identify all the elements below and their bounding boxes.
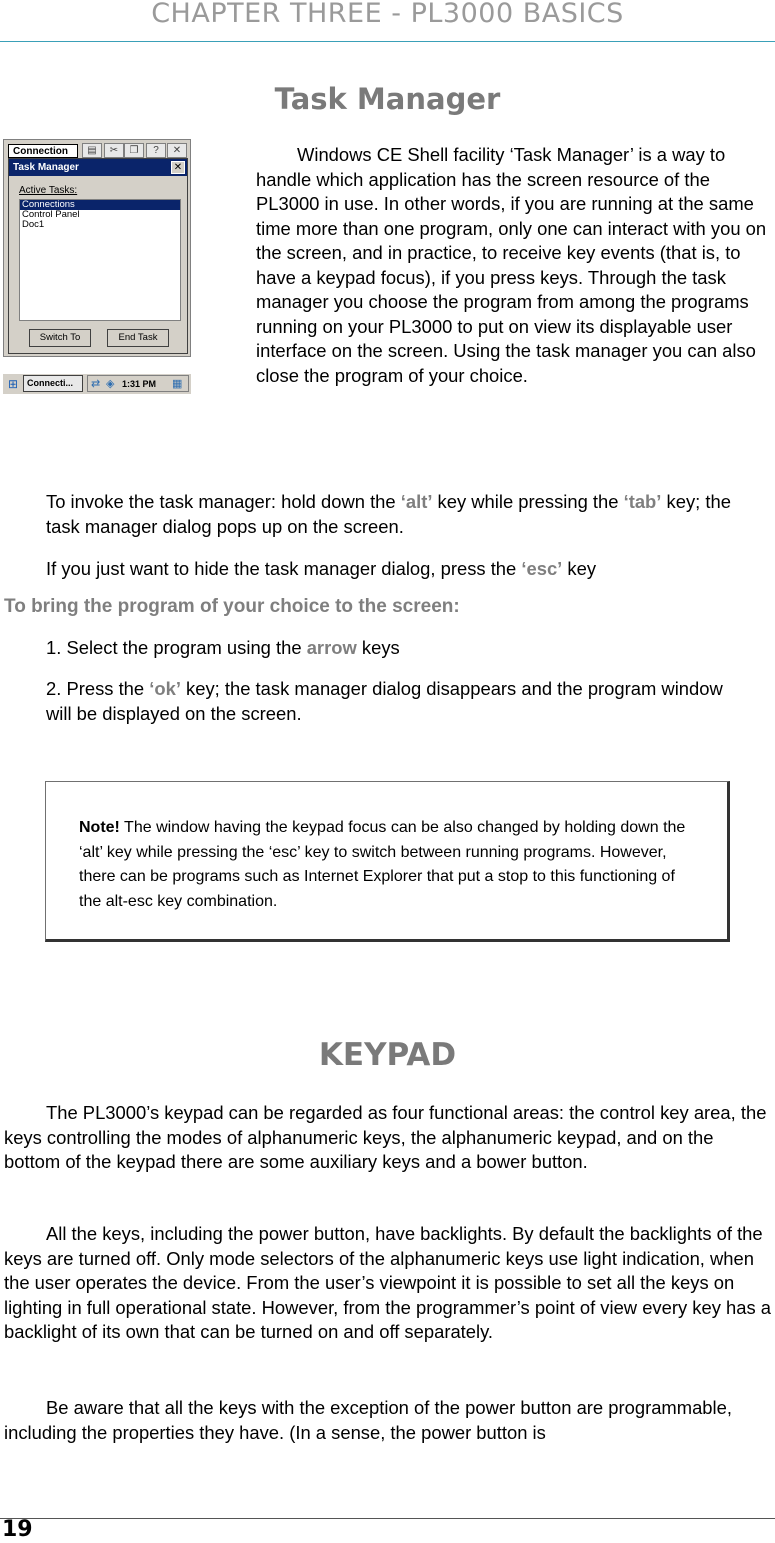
windows-start-icon: ⊞ [7,377,19,391]
header-rule [0,41,775,42]
dialog-close-icon: ✕ [171,161,185,174]
esc-key-label: ‘esc’ [521,558,563,579]
invoke-text: key; the task manager dialog pops up on the screen. [46,491,731,537]
help-icon: ? [146,143,166,158]
invoke-text: key while pressing the [432,491,624,512]
step-2 [46,677,746,726]
cut-icon: ✂ [104,143,124,158]
note-text [79,816,699,914]
section-title-task-manager: Task Manager [274,82,501,116]
copy-icon: ❐ [124,143,144,158]
alt-key-label: ‘alt’ [400,491,433,512]
taskbar-item-connections: Connecti... [23,375,83,392]
task-manager-intro [256,143,768,388]
page-number: 19 [2,1517,33,1542]
step-1 [46,636,768,661]
hide-text: If you just want to hide the task manager dialog, press the [46,558,522,579]
footer-rule [0,1518,775,1519]
switch-to-button: Switch To [29,329,91,347]
keypad-paragraph-3: Be aware that all the keys with the exception of the power button are programmable, including the properties they have. (In a sense, the power button is [4,1397,732,1443]
hide-text: key [562,558,597,579]
background-connection-tab: Connection [8,144,78,158]
step-text: 2. Press the [46,678,150,699]
ce-window [3,139,191,357]
subheading-bring-program: To bring the program of your choice to the screen: [4,596,460,617]
tab-key-label: ‘tab’ [623,491,662,512]
task-manager-dialog [8,158,188,354]
dialog-title: Task Manager [9,159,187,176]
chapter-header: CHAPTER THREE - PL3000 BASICS [151,0,624,29]
hide-paragraph [46,557,768,582]
arrow-key-label: arrow [306,637,357,658]
active-tasks-list [19,199,181,321]
clock: 1:31 PM [122,379,157,389]
keypad-paragraph-1: The PL3000’s keypad can be regarded as four functional areas: the control key area, the keys controlling the modes of alphanumeric keys, the alphanumeric keypad, and on the bottom of the keypad there are some auxiliary keys and a bower button. [4,1102,767,1172]
end-task-button: End Task [107,329,169,347]
list-item: Doc1 [22,219,45,230]
invoke-text: To invoke the task manager: hold down the [46,491,401,512]
network-icon: ⇄ [91,378,101,390]
task-manager-screenshot [3,139,191,397]
close-icon: ✕ [167,143,187,158]
step-text: keys [356,637,400,658]
step-text: 1. Select the program using the [46,637,307,658]
note-label: Note! [79,819,120,836]
keypad-paragraph-2: All the keys, including the power button, have backlights. By default the backlights of the keys are turned off. Only mode selectors of the alphanumeric keys use light indication, when the user operates the device. From the user’s viewpoint it is possible to set all the keys on lighting in full operational state. However, from the programmer’s point of view every key has a backlight of its own that can be turned on and off separately. [4,1223,771,1342]
system-tray [87,375,189,392]
note-box [45,781,730,942]
list-item: Connections [20,200,180,210]
active-tasks-label: Active Tasks: [19,185,78,196]
ok-key-label: ‘ok’ [149,678,181,699]
connection-icon: ◈ [106,378,115,390]
invoke-paragraph [46,490,768,539]
list-item: Control Panel [22,209,80,220]
step-text: key; the task manager dialog disappears and the program window will be displayed on the screen. [46,678,723,724]
ce-taskbar [3,373,191,394]
toolbar-icon: ▤ [82,143,102,158]
section-title-keypad: KEYPAD [318,1037,457,1073]
note-body: The window having the keypad focus can be also changed by holding down the ‘alt’ key while pressing the ‘esc’ key to switch between running programs. However, there can be programs such as Internet Explorer that put a stop to this functioning of the alt-esc key combination. [79,819,686,910]
keyboard-icon: ▦ [172,378,183,390]
intro-text: Windows CE Shell facility ‘Task Manager’ is a way to handle which application has the screen resource of the PL3000 in use. In other words, if you are running at the same time more than one program, only one can interact with you on the screen, and in practice, to receive key events (that is, to have a keypad focus), if you press keys. Through the task manager you choose the program from among the programs running on your PL3000 to put on view its displayable user interface on the screen. Using the task manager you can also close the program of your choice. [256,144,767,386]
